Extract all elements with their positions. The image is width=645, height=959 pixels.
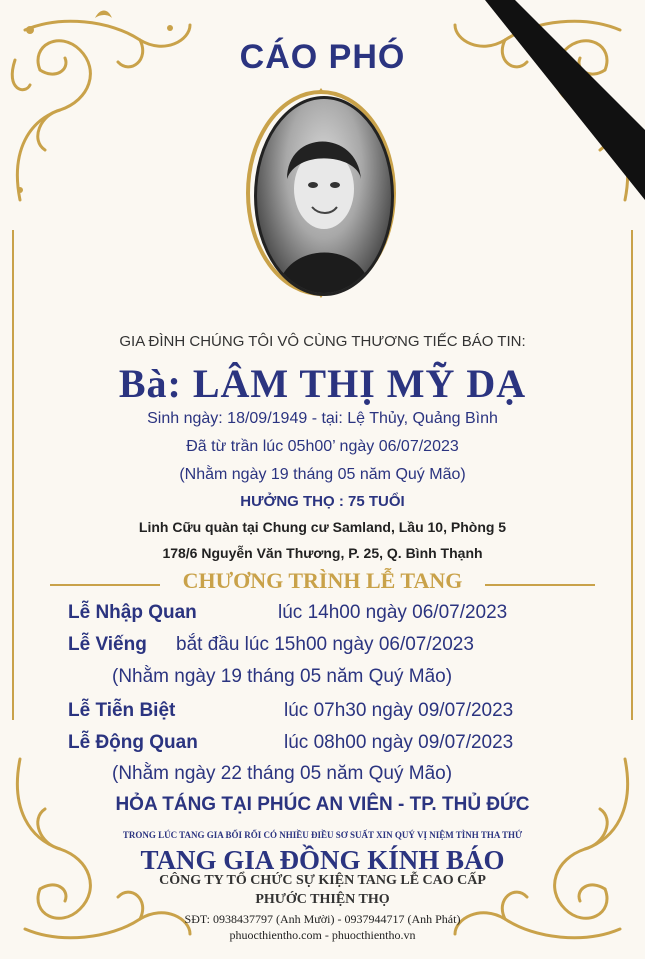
portrait-photo — [254, 96, 394, 296]
program-header — [0, 568, 645, 598]
program-title: CHƯƠNG TRÌNH LỄ TANG — [182, 568, 463, 593]
schedule-row — [68, 602, 588, 628]
portrait-frame — [244, 88, 398, 298]
contact-phone: SĐT: 0938437797 (Anh Mười) - 0937944717 (Anh Phát) — [184, 912, 461, 926]
age-info: HƯỞNG THỌ : 75 TUỔI — [240, 493, 405, 510]
address-line-1: Linh Cữu quàn tại Chung cư Samland, Lầu 10, Phòng 5 — [138, 519, 507, 535]
lunar-death-info: (Nhằm ngày 19 tháng 05 năm Quý Mão) — [179, 466, 466, 483]
ornament-corner-icon — [0, 0, 200, 210]
address-line-2: 178/6 Nguyễn Văn Thương, P. 25, Q. Bình Thạnh — [162, 545, 483, 561]
deceased-name: Bà: LÂM THỊ MỸ DẠ — [118, 361, 527, 406]
schedule-time: lúc 08h00 ngày 09/07/2023 — [284, 732, 514, 753]
family-signature: TANG GIA ĐỒNG KÍNH BÁO — [140, 845, 505, 875]
schedule-row — [68, 634, 588, 660]
schedule-label: Lễ Tiễn Biệt — [68, 700, 176, 721]
birth-info: Sinh ngày: 18/09/1949 - tại: Lệ Thủy, Quảng Bình — [147, 410, 498, 427]
announcement-text: GIA ĐÌNH CHÚNG TÔI VÔ CÙNG THƯƠNG TIẾC BÁO TIN: — [119, 333, 526, 350]
apology-notice: TRONG LÚC TANG GIA BỐI RỐI CÓ NHIỀU ĐIỀU SƠ SUẤT XIN QUÝ VỊ NIỆM TÌNH THA THỨ — [122, 830, 523, 840]
company-line-2: PHƯỚC THIỆN THỌ — [255, 892, 390, 907]
schedule-row — [68, 732, 588, 758]
schedule-label: Lễ Nhập Quan — [68, 602, 197, 623]
schedule-lunar: (Nhằm ngày 19 tháng 05 năm Quý Mão) — [112, 666, 453, 687]
schedule-time: bắt đầu lúc 15h00 ngày 06/07/2023 — [176, 634, 474, 655]
schedule-time: lúc 07h30 ngày 09/07/2023 — [284, 700, 514, 721]
schedule-lunar: (Nhằm ngày 22 tháng 05 năm Quý Mão) — [112, 763, 453, 784]
website-link[interactable]: phuocthientho.com - phuocthientho.vn — [229, 928, 416, 942]
schedule-row — [68, 700, 588, 726]
company-line-1: CÔNG TY TỔ CHỨC SỰ KIỆN TANG LỄ CAO CẤP — [159, 873, 486, 888]
schedule-label: Lễ Động Quan — [68, 732, 198, 753]
mourning-ribbon-icon — [485, 0, 645, 200]
death-info: Đã từ trần lúc 05h00’ ngày 06/07/2023 — [186, 438, 459, 455]
schedule-time: lúc 14h00 ngày 06/07/2023 — [278, 602, 508, 623]
page-title: CÁO PHÓ — [239, 38, 406, 76]
cremation-info: HỎA TÁNG TẠI PHÚC AN VIÊN - TP. THỦ ĐỨC — [115, 794, 530, 815]
schedule-label: Lễ Viếng — [68, 634, 147, 655]
